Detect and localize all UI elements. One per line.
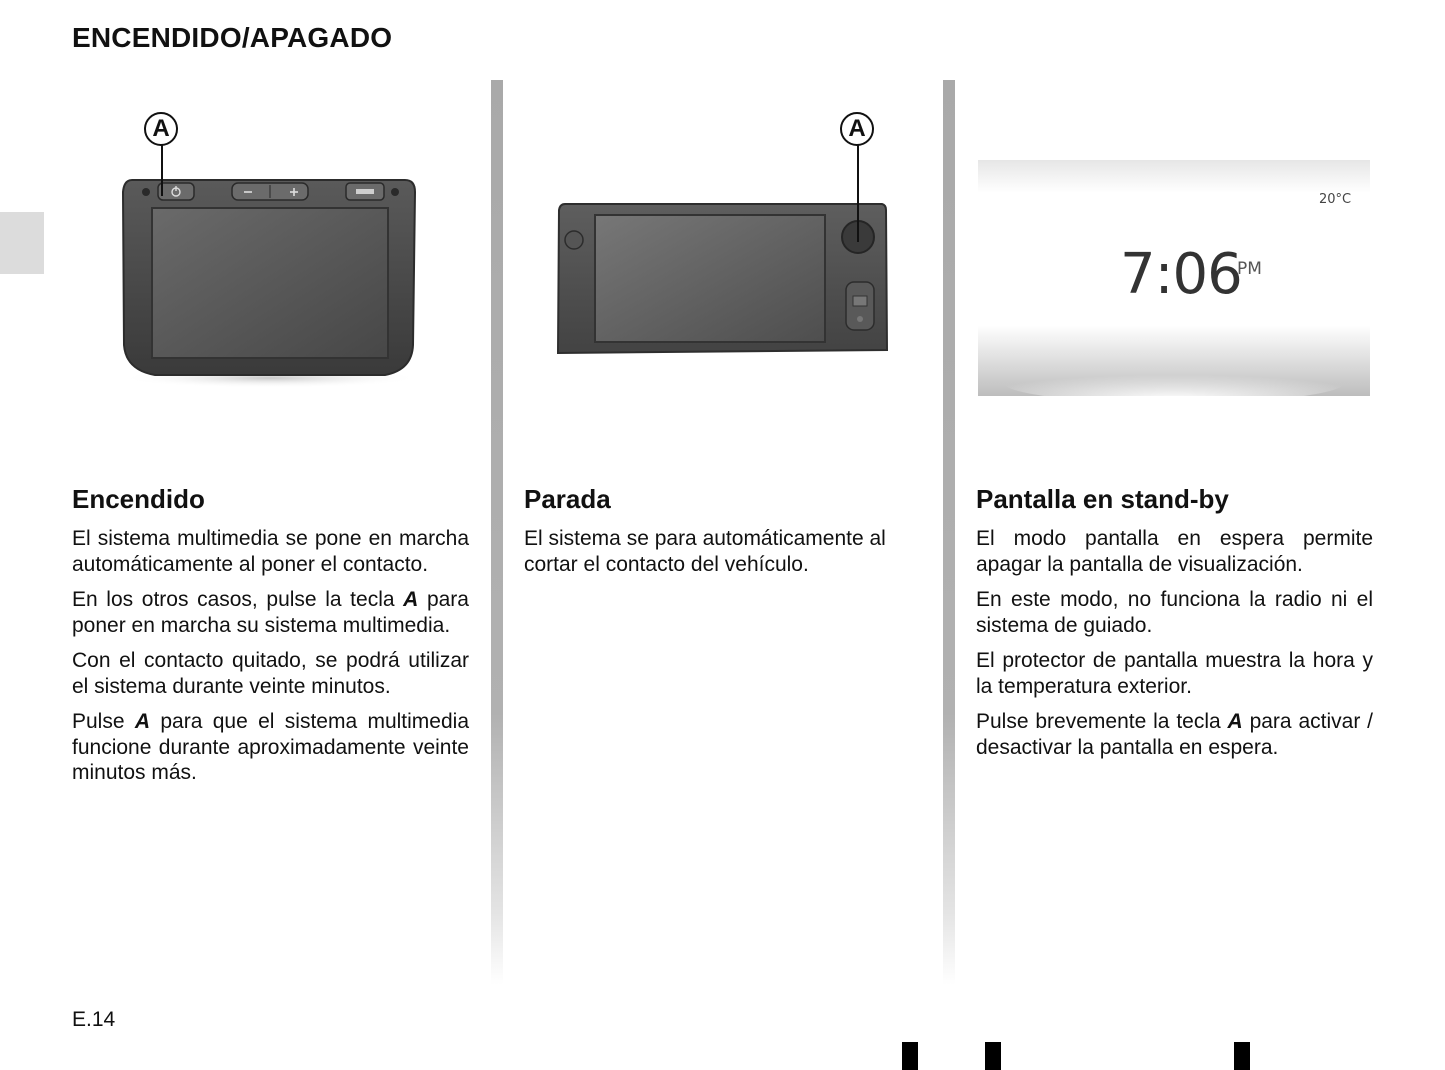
- callout-a-1: A: [144, 112, 178, 146]
- section-encendido: [72, 482, 469, 796]
- print-mark-3: [1234, 1042, 1250, 1070]
- clock-time: 7:06: [1120, 242, 1242, 307]
- parada-paragraph-1: El sistema se para automáticamente al cortar el contacto del vehículo.: [524, 527, 886, 576]
- standby-paragraph-1: El modo pantalla en espera permite apagar la pantalla de visualización.: [976, 527, 1373, 576]
- section-standby: [976, 482, 1373, 770]
- encendido-heading: Encendido: [72, 484, 205, 514]
- encendido-paragraph-3: Con el contacto quitado, se podrá utilizar el sistema durante veinte minutos.: [72, 649, 469, 698]
- encendido-paragraph-4: Pulse A para que el sistema multimedia funcione durante aproximadamente veinte minutos más.: [72, 710, 469, 784]
- figure-display-unit: [540, 100, 900, 370]
- page-number: E.14: [72, 1008, 116, 1031]
- standby-paragraph-4: Pulse brevemente la tecla A para activar / desactivar la pantalla en espera.: [976, 710, 1373, 759]
- page-title: ENCENDIDO/APAGADO: [72, 22, 393, 53]
- standby-heading: Pantalla en stand-by: [976, 484, 1229, 514]
- key-a-reference: A: [134, 710, 151, 733]
- print-mark-1: [902, 1042, 918, 1070]
- encendido-paragraph-1: El sistema multimedia se pone en marcha automáticamente al poner el contacto.: [72, 527, 469, 576]
- chapter-tab: [0, 212, 44, 274]
- key-a-reference: A: [403, 588, 419, 611]
- parada-heading: Parada: [524, 484, 611, 514]
- standby-paragraph-3: El protector de pantalla muestra la hora y la temperatura exterior.: [976, 649, 1373, 698]
- standby-paragraph-2: En este modo, no funciona la radio ni el sistema de guiado.: [976, 588, 1373, 637]
- section-parada: [524, 482, 921, 587]
- column-divider-2: [943, 80, 955, 985]
- callout-a-leader-1: [161, 144, 163, 196]
- callout-a-leader-2: [857, 144, 859, 242]
- callout-a-2: A: [840, 112, 874, 146]
- figure-standby-screen: [976, 158, 1372, 398]
- print-mark-2: [985, 1042, 1001, 1070]
- encendido-paragraph-2: En los otros casos, pulse la tecla A para poner en marcha su sistema multimedia.: [72, 588, 469, 637]
- column-divider-1: [491, 80, 503, 985]
- clock-ampm: PM: [1237, 259, 1262, 279]
- temperature-readout: 20°C: [1319, 192, 1352, 207]
- key-a-reference: A: [1227, 710, 1243, 733]
- figure-multimedia-unit: [110, 100, 430, 390]
- power-button-graphic: [158, 183, 194, 200]
